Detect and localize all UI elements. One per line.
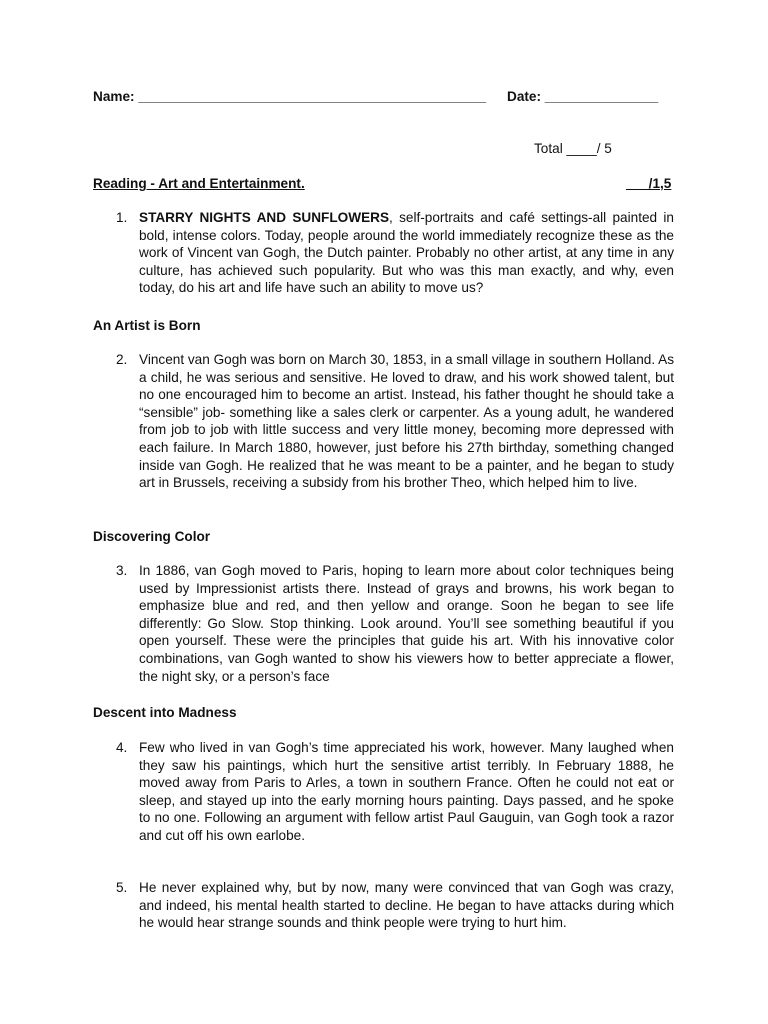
name-blank: ______________________________________________	[138, 89, 487, 104]
paragraph-text: , self-portraits and café settings-all painted in bold, intense colors. Today, people around the world immediately recognize these as the work of Vincent van Gogh, the Dutch painter. Probably no other artist, at any time in any culture, has achieved such popularity. But who was this man exactly, and why, even today, do his art and life have such an ability to move us?	[139, 210, 674, 296]
section-heading: An Artist is Born	[93, 318, 201, 333]
name-label: Name:	[93, 89, 135, 104]
paragraph-2: Vincent van Gogh was born on March 30, 1853, in a small village in southern Holland. As a child, he was serious and sensitive. He loved to draw, and his work showed talent, but no one encouraged him to become an artist. Instead, his father thought he should take a “sensible” job- something like a sales clerk or carpenter. As a young adult, he wandered from job to job with little success and very little money, becoming more depressed with each failure. In March 1880, however, just before his 27th birthday, something changed inside van Gogh. He realized that he was meant to be a painter, and he began to study art in Brussels, receiving a subsidy from his brother Theo, which helped him to live.	[139, 352, 674, 491]
name-line	[93, 88, 486, 105]
paragraph-number: 2.	[116, 352, 128, 367]
paragraph-3: In 1886, van Gogh moved to Paris, hoping to learn more about color techniques being used by Impressionist artists there. Instead of grays and browns, his work began to emphasize blue and red, and then yellow and orange. Soon he began to see life differently: Go Slow. Stop thinking. Look around. You’ll see something beautiful if you open yourself. These were the principles that guide his art. With his innovative color combinations, van Gogh wanted to show his viewers how to better appreciate a flower, the night sky, or a person’s face	[139, 563, 674, 684]
section-title: Reading - Art and Entertainment.	[93, 176, 305, 191]
paragraph-4: Few who lived in van Gogh’s time appreciated his work, however. Many laughed when they saw his paintings, which hurt the sensitive artist terribly. In February 1888, he moved away from Paris to Arles, a town in southern France. Often he could not eat or sleep, and stayed up into the early morning hours painting. Days passed, and he spoke to no one. Following an argument with fellow artist Paul Gauguin, van Gogh took a razor and cut off his own earlobe.	[139, 740, 674, 843]
paragraph-5: He never explained why, but by now, many were convinced that van Gogh was crazy, and indeed, his mental health started to decline. He began to have attacks during which he would hear strange sounds and think people were trying to hurt him.	[139, 880, 674, 931]
total-score: Total ____/ 5	[534, 141, 612, 156]
section-heading: Discovering Color	[93, 529, 211, 544]
section-heading: Descent into Madness	[93, 705, 237, 720]
paragraph-number: 4.	[116, 740, 128, 755]
paragraph-1	[139, 209, 674, 297]
paragraph-number: 3.	[116, 563, 128, 578]
date-label: Date:	[507, 89, 541, 104]
date-line	[507, 88, 658, 105]
paragraph-number: 5.	[116, 880, 128, 895]
paragraph-number: 1.	[116, 210, 128, 225]
section-score: ___/1,5	[626, 176, 672, 191]
paragraph-lead: STARRY NIGHTS AND SUNFLOWERS	[139, 210, 390, 225]
date-blank: _______________	[544, 89, 659, 104]
